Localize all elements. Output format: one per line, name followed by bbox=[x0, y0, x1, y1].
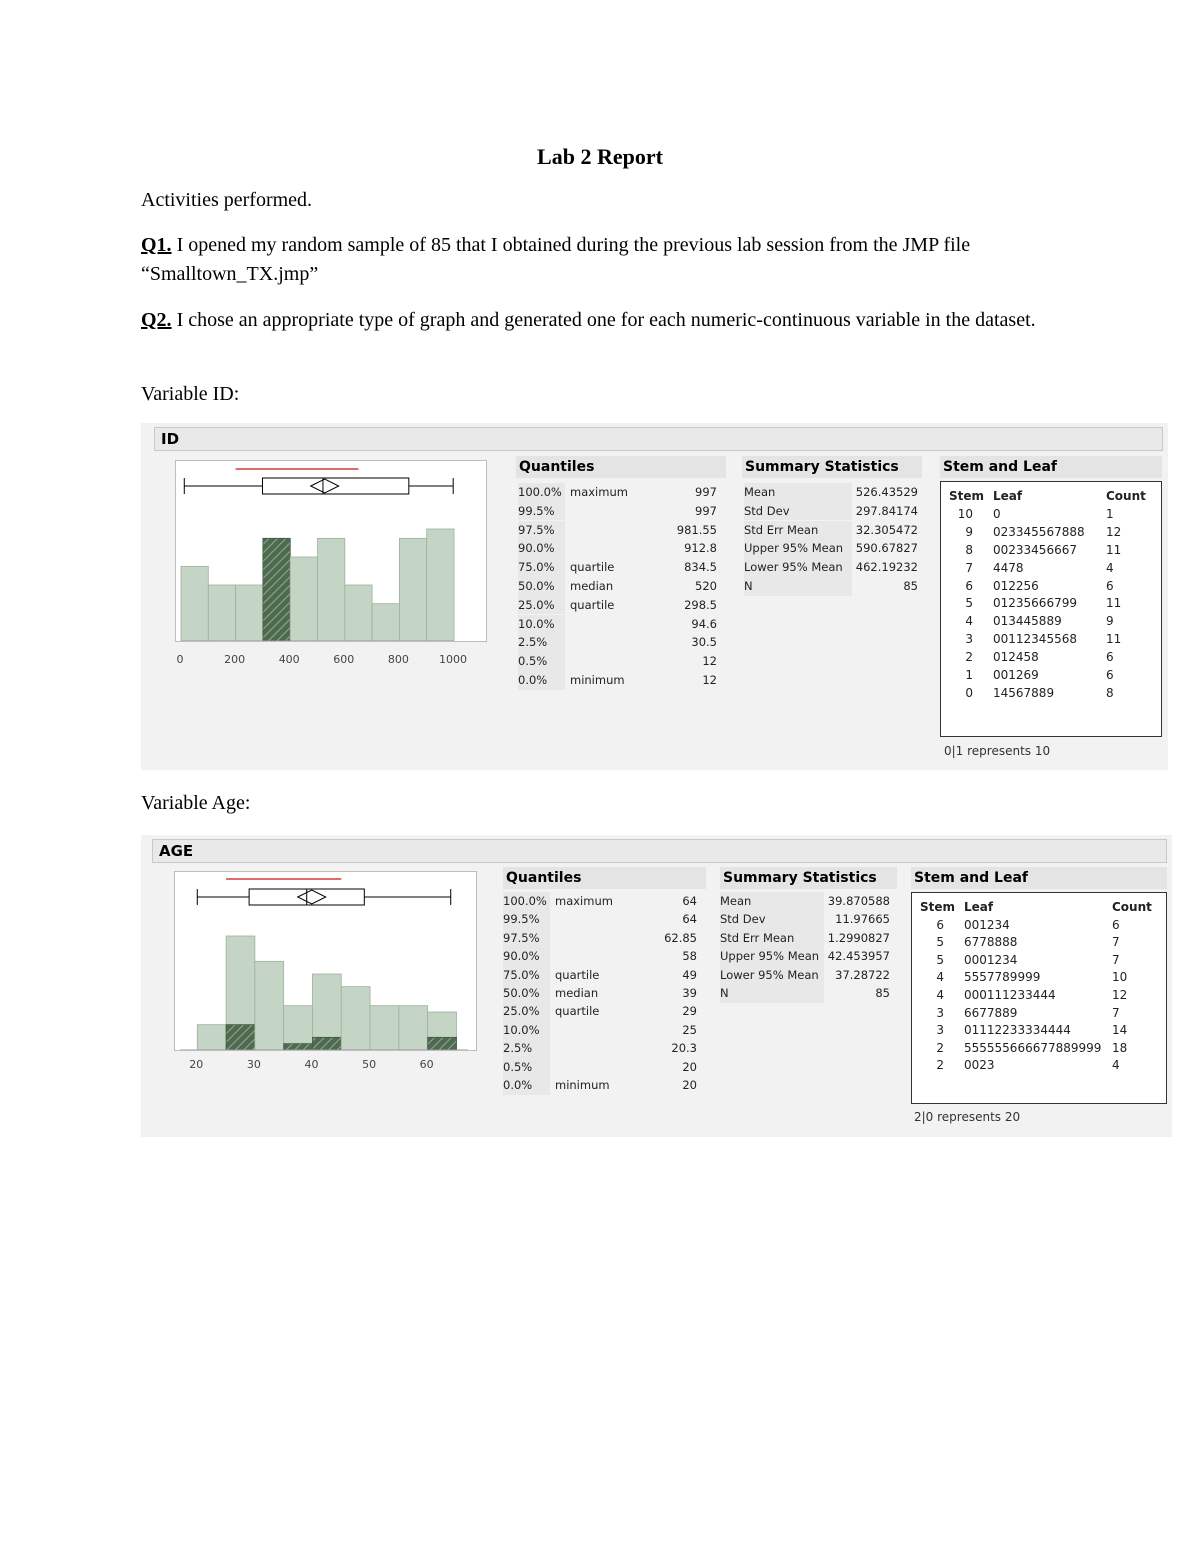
id-stem-leaf-table bbox=[941, 488, 1161, 728]
summary-label: Lower 95% Mean bbox=[720, 966, 824, 985]
quantile-value: 58 bbox=[682, 949, 697, 964]
quantile-value: 62.85 bbox=[664, 930, 697, 945]
age-histogram-frame bbox=[174, 871, 477, 1051]
stem-value: 6 bbox=[965, 578, 973, 593]
quantile-label: minimum bbox=[555, 1078, 610, 1092]
histogram-bar bbox=[290, 557, 317, 641]
count-value: 11 bbox=[1106, 542, 1122, 557]
stem-value: 3 bbox=[936, 1023, 944, 1038]
stem-value: 8 bbox=[965, 542, 973, 557]
stem-value: 3 bbox=[965, 632, 973, 647]
summary-label: Upper 95% Mean bbox=[744, 539, 852, 558]
summary-row bbox=[744, 502, 922, 521]
quantile-label: maximum bbox=[570, 485, 628, 499]
leaf-value: 001234 bbox=[964, 917, 1010, 932]
leaf-value: 012458 bbox=[993, 650, 1039, 665]
summary-label: Upper 95% Mean bbox=[720, 947, 824, 966]
age-summary-table bbox=[720, 892, 894, 1007]
q2-paragraph bbox=[141, 306, 1071, 335]
quantile-label: quartile bbox=[555, 1004, 600, 1019]
quantile-value: 94.6 bbox=[691, 616, 717, 631]
age-x-axis bbox=[164, 1053, 484, 1075]
age-stem-title[interactable]: Stem and Leaf bbox=[911, 867, 1167, 889]
age-summary-title[interactable]: Summary Statistics bbox=[720, 867, 897, 889]
count-value: 7 bbox=[1112, 1005, 1120, 1020]
x-tick-label: 50 bbox=[362, 1058, 377, 1071]
age-stem-leaf-table bbox=[912, 899, 1166, 1099]
summary-label: N bbox=[744, 577, 852, 596]
page-title: Lab 2 Report bbox=[537, 144, 663, 169]
quantile-row bbox=[518, 633, 723, 652]
x-tick-label: 600 bbox=[333, 653, 355, 666]
quantile-value: 12 bbox=[702, 654, 717, 669]
stem-value: 4 bbox=[936, 970, 944, 985]
quantile-value: 12 bbox=[702, 673, 717, 687]
quantile-percent: 75.0% bbox=[518, 558, 565, 577]
quantile-row bbox=[518, 652, 723, 671]
summary-label: Lower 95% Mean bbox=[744, 558, 852, 577]
leaf-value: 01112233334444 bbox=[964, 1023, 1071, 1038]
summary-value: 85 bbox=[903, 579, 918, 593]
summary-label: Std Err Mean bbox=[744, 521, 852, 540]
age-panel-heading[interactable]: AGE bbox=[152, 839, 1167, 863]
stem-value: 4 bbox=[936, 988, 944, 1002]
age-stem-note: 2|0 represents 20 bbox=[914, 1110, 1021, 1124]
q1-paragraph bbox=[141, 231, 1071, 289]
summary-value: 32.305472 bbox=[855, 522, 918, 537]
summary-value: 526.43529 bbox=[855, 485, 918, 499]
histogram-bar bbox=[370, 1006, 399, 1050]
quantile-row bbox=[503, 1039, 703, 1057]
summary-row bbox=[744, 577, 922, 596]
quantile-percent: 90.0% bbox=[503, 947, 550, 966]
quantile-percent: 75.0% bbox=[503, 966, 550, 985]
count-value: 18 bbox=[1112, 1040, 1128, 1055]
boxplot-mean-diamond bbox=[298, 890, 326, 904]
histogram-selected-bar bbox=[226, 1025, 255, 1050]
quantile-value: 64 bbox=[682, 894, 697, 908]
count-value: 8 bbox=[1106, 685, 1114, 700]
leaf-value: 000111233444 bbox=[964, 988, 1056, 1002]
x-tick-label: 0 bbox=[176, 653, 184, 666]
summary-value: 85 bbox=[875, 986, 890, 1000]
stem-value: 6 bbox=[936, 917, 944, 932]
summary-value: 42.453957 bbox=[827, 949, 890, 964]
quantile-percent: 90.0% bbox=[518, 539, 565, 558]
quantile-percent: 0.5% bbox=[503, 1058, 550, 1077]
quantile-label: median bbox=[555, 986, 599, 1000]
summary-label: Mean bbox=[744, 483, 852, 502]
variable-id-label: Variable ID: bbox=[141, 383, 240, 405]
id-histogram bbox=[176, 461, 486, 641]
quantile-row bbox=[518, 558, 723, 577]
variable-age-label: Variable Age: bbox=[141, 792, 251, 814]
summary-value: 39.870588 bbox=[827, 894, 890, 908]
leaf-value: 01235666799 bbox=[993, 596, 1077, 611]
histogram-bar bbox=[427, 529, 454, 641]
count-value: 4 bbox=[1112, 1058, 1120, 1073]
id-summary-title[interactable]: Summary Statistics bbox=[742, 456, 922, 478]
stem-header: Stem bbox=[920, 900, 956, 914]
histogram-bar bbox=[208, 585, 235, 641]
age-stem-leaf-box bbox=[911, 892, 1167, 1104]
quantile-percent: 25.0% bbox=[503, 1002, 550, 1021]
summary-value: 37.28722 bbox=[835, 967, 890, 982]
histogram-bar bbox=[399, 538, 426, 641]
count-value: 6 bbox=[1112, 917, 1120, 932]
quantile-percent: 99.5% bbox=[518, 502, 565, 521]
quantile-row bbox=[518, 483, 723, 502]
age-quantiles-table bbox=[503, 892, 703, 1097]
x-tick-label: 20 bbox=[189, 1058, 204, 1071]
leaf-value: 012256 bbox=[993, 578, 1039, 593]
id-quantiles-title[interactable]: Quantiles bbox=[516, 456, 726, 478]
age-report-panel bbox=[141, 835, 1172, 1137]
quantile-value: 49 bbox=[682, 967, 697, 982]
activities-heading: Activities performed. bbox=[141, 189, 313, 211]
leaf-value: 6677889 bbox=[964, 1005, 1018, 1020]
quantile-row bbox=[503, 947, 703, 965]
quantile-value: 912.8 bbox=[684, 541, 717, 556]
stem-value: 0 bbox=[965, 685, 973, 700]
stem-value: 3 bbox=[936, 1005, 944, 1020]
leaf-header: Leaf bbox=[964, 900, 994, 914]
q2-text: I chose an appropriate type of graph and generated one for each numeric-continuous variable in the dataset. bbox=[171, 309, 1036, 331]
x-tick-label: 800 bbox=[387, 653, 409, 666]
histogram-bar bbox=[345, 585, 372, 641]
count-value: 7 bbox=[1112, 935, 1120, 950]
summary-label: Std Err Mean bbox=[720, 929, 824, 948]
quantile-value: 20 bbox=[682, 1059, 697, 1074]
histogram-bar bbox=[255, 961, 284, 1050]
quantile-value: 520 bbox=[695, 579, 717, 593]
leaf-value: 00112345568 bbox=[993, 632, 1077, 647]
x-tick-label: 400 bbox=[278, 653, 300, 666]
quantile-percent: 25.0% bbox=[518, 596, 565, 615]
quantile-value: 25 bbox=[682, 1022, 697, 1037]
quantile-row bbox=[503, 966, 703, 984]
quantile-percent: 97.5% bbox=[503, 929, 550, 948]
quantile-row bbox=[518, 521, 723, 540]
stem-value: 5 bbox=[965, 596, 973, 611]
x-tick-label: 30 bbox=[246, 1058, 261, 1071]
summary-row bbox=[720, 984, 894, 1002]
stem-value: 2 bbox=[936, 1040, 944, 1055]
quantile-row bbox=[518, 596, 723, 615]
quantile-label: quartile bbox=[570, 597, 615, 612]
quantile-row bbox=[518, 502, 723, 521]
count-value: 11 bbox=[1106, 632, 1122, 647]
quantile-percent: 100.0% bbox=[503, 892, 550, 911]
quantile-row bbox=[503, 1076, 703, 1094]
quantile-percent: 50.0% bbox=[518, 577, 565, 596]
id-stem-note: 0|1 represents 10 bbox=[944, 744, 1051, 758]
stem-value: 2 bbox=[936, 1058, 944, 1073]
age-quantiles-title[interactable]: Quantiles bbox=[503, 867, 706, 889]
summary-row bbox=[720, 910, 894, 928]
histogram-bar bbox=[236, 585, 263, 641]
quantile-percent: 10.0% bbox=[503, 1021, 550, 1040]
summary-value: 1.2990827 bbox=[827, 930, 890, 945]
summary-row bbox=[720, 966, 894, 984]
summary-label: Std Dev bbox=[720, 910, 824, 929]
histogram-selected-bar bbox=[428, 1037, 457, 1050]
quantile-value: 20.3 bbox=[671, 1041, 697, 1056]
count-value: 12 bbox=[1112, 988, 1128, 1002]
quantile-row bbox=[518, 539, 723, 558]
quantile-row bbox=[503, 892, 703, 910]
summary-value: 462.19232 bbox=[855, 560, 918, 575]
summary-row bbox=[720, 947, 894, 965]
quantile-label: median bbox=[570, 579, 614, 593]
q2-label: Q2. bbox=[141, 309, 172, 331]
leaf-value: 6778888 bbox=[964, 935, 1018, 950]
quantile-value: 64 bbox=[682, 912, 697, 927]
quantile-value: 29 bbox=[682, 1004, 697, 1019]
summary-row bbox=[744, 558, 922, 577]
id-summary-table bbox=[744, 483, 922, 598]
id-stem-title[interactable]: Stem and Leaf bbox=[940, 456, 1162, 478]
stem-value: 1 bbox=[965, 668, 973, 682]
quantile-label: quartile bbox=[570, 560, 615, 575]
summary-value: 11.97665 bbox=[835, 912, 890, 927]
quantile-percent: 99.5% bbox=[503, 910, 550, 929]
stem-value: 5 bbox=[936, 935, 944, 950]
quantile-label: maximum bbox=[555, 894, 613, 908]
leaf-value: 555555666677889999 bbox=[964, 1040, 1102, 1055]
age-histogram bbox=[175, 872, 476, 1050]
stem-value: 5 bbox=[936, 952, 944, 967]
leaf-header: Leaf bbox=[993, 489, 1023, 503]
stem-value: 2 bbox=[965, 650, 973, 665]
id-report-panel bbox=[141, 423, 1168, 770]
quantile-value: 20 bbox=[682, 1078, 697, 1092]
histogram-bar bbox=[341, 987, 370, 1050]
histogram-bar bbox=[197, 1025, 226, 1050]
quantile-label: quartile bbox=[555, 967, 600, 982]
histogram-bar bbox=[318, 538, 345, 641]
stem-value: 7 bbox=[965, 560, 973, 575]
quantile-value: 997 bbox=[695, 485, 717, 499]
histogram-bar bbox=[372, 604, 399, 641]
id-panel-heading[interactable]: ID bbox=[154, 427, 1163, 451]
count-value: 6 bbox=[1106, 650, 1114, 665]
quantile-row bbox=[518, 671, 723, 690]
quantile-value: 30.5 bbox=[691, 635, 717, 650]
histogram-selected-bar bbox=[284, 1044, 313, 1050]
leaf-value: 0 bbox=[993, 506, 1001, 521]
quantile-row bbox=[503, 1058, 703, 1076]
stem-value: 9 bbox=[965, 524, 973, 539]
count-value: 14 bbox=[1112, 1023, 1128, 1038]
quantile-percent: 50.0% bbox=[503, 984, 550, 1003]
boxplot-mean-diamond bbox=[311, 479, 339, 493]
quantile-percent: 0.0% bbox=[503, 1076, 550, 1095]
leaf-value: 5557789999 bbox=[964, 970, 1041, 985]
summary-row bbox=[744, 521, 922, 540]
summary-row bbox=[720, 929, 894, 947]
q1-label: Q1. bbox=[141, 234, 172, 256]
summary-label: Mean bbox=[720, 892, 824, 911]
leaf-value: 14567889 bbox=[993, 685, 1055, 700]
count-value: 1 bbox=[1106, 506, 1114, 521]
histogram-selected-bar bbox=[312, 1037, 341, 1050]
id-quantiles-table bbox=[518, 483, 723, 688]
count-value: 6 bbox=[1106, 578, 1114, 593]
quantile-row bbox=[503, 1002, 703, 1020]
count-value: 4 bbox=[1106, 560, 1114, 575]
count-value: 7 bbox=[1112, 952, 1120, 967]
summary-value: 297.84174 bbox=[855, 503, 918, 518]
leaf-value: 0023 bbox=[964, 1058, 995, 1073]
boxplot-box bbox=[262, 478, 408, 494]
quantile-row bbox=[503, 1021, 703, 1039]
quantile-percent: 2.5% bbox=[518, 633, 565, 652]
stem-header: Stem bbox=[949, 489, 985, 503]
quantile-value: 298.5 bbox=[684, 597, 717, 612]
summary-label: Std Dev bbox=[744, 502, 852, 521]
quantile-row bbox=[518, 577, 723, 596]
stem-value: 4 bbox=[965, 614, 973, 629]
quantile-percent: 97.5% bbox=[518, 521, 565, 540]
leaf-value: 023345567888 bbox=[993, 524, 1085, 539]
count-value: 11 bbox=[1106, 596, 1122, 611]
summary-label: N bbox=[720, 984, 824, 1003]
summary-value: 590.67827 bbox=[855, 541, 918, 556]
leaf-value: 0001234 bbox=[964, 952, 1018, 967]
x-tick-label: 60 bbox=[419, 1058, 434, 1071]
count-header: Count bbox=[1112, 900, 1152, 914]
quantile-row bbox=[518, 615, 723, 634]
histogram-bar bbox=[181, 566, 208, 641]
quantile-percent: 10.0% bbox=[518, 615, 565, 634]
stem-value: 10 bbox=[957, 506, 973, 521]
quantile-row bbox=[503, 929, 703, 947]
quantile-percent: 100.0% bbox=[518, 483, 565, 502]
quantile-value: 981.55 bbox=[676, 522, 717, 537]
count-value: 9 bbox=[1106, 614, 1114, 629]
id-x-axis bbox=[165, 648, 495, 670]
id-stem-leaf-box bbox=[940, 481, 1162, 737]
quantile-percent: 0.5% bbox=[518, 652, 565, 671]
count-value: 12 bbox=[1106, 524, 1122, 539]
id-histogram-frame bbox=[175, 460, 487, 642]
quantile-row bbox=[503, 910, 703, 928]
quantile-value: 997 bbox=[695, 503, 717, 518]
x-tick-label: 40 bbox=[304, 1058, 319, 1071]
q1-text: I opened my random sample of 85 that I obtained during the previous lab session from the JMP file “Smalltown_TX.jmp” bbox=[141, 234, 971, 285]
leaf-value: 00233456667 bbox=[993, 542, 1077, 557]
leaf-value: 001269 bbox=[993, 668, 1039, 682]
quantile-label: minimum bbox=[570, 673, 625, 687]
count-header: Count bbox=[1106, 489, 1146, 503]
quantile-value: 39 bbox=[682, 986, 697, 1000]
summary-row bbox=[744, 483, 922, 502]
quantile-row bbox=[503, 984, 703, 1002]
x-tick-label: 200 bbox=[224, 653, 246, 666]
summary-row bbox=[744, 539, 922, 558]
histogram-selected-bar bbox=[263, 538, 290, 641]
histogram-bar bbox=[399, 1006, 428, 1050]
summary-row bbox=[720, 892, 894, 910]
leaf-value: 013445889 bbox=[993, 614, 1062, 629]
leaf-value: 4478 bbox=[993, 560, 1024, 575]
count-value: 6 bbox=[1106, 668, 1114, 682]
x-tick-label: 1000 bbox=[439, 653, 467, 666]
quantile-percent: 0.0% bbox=[518, 671, 565, 690]
quantile-percent: 2.5% bbox=[503, 1039, 550, 1058]
count-value: 10 bbox=[1112, 970, 1128, 985]
quantile-value: 834.5 bbox=[684, 560, 717, 575]
